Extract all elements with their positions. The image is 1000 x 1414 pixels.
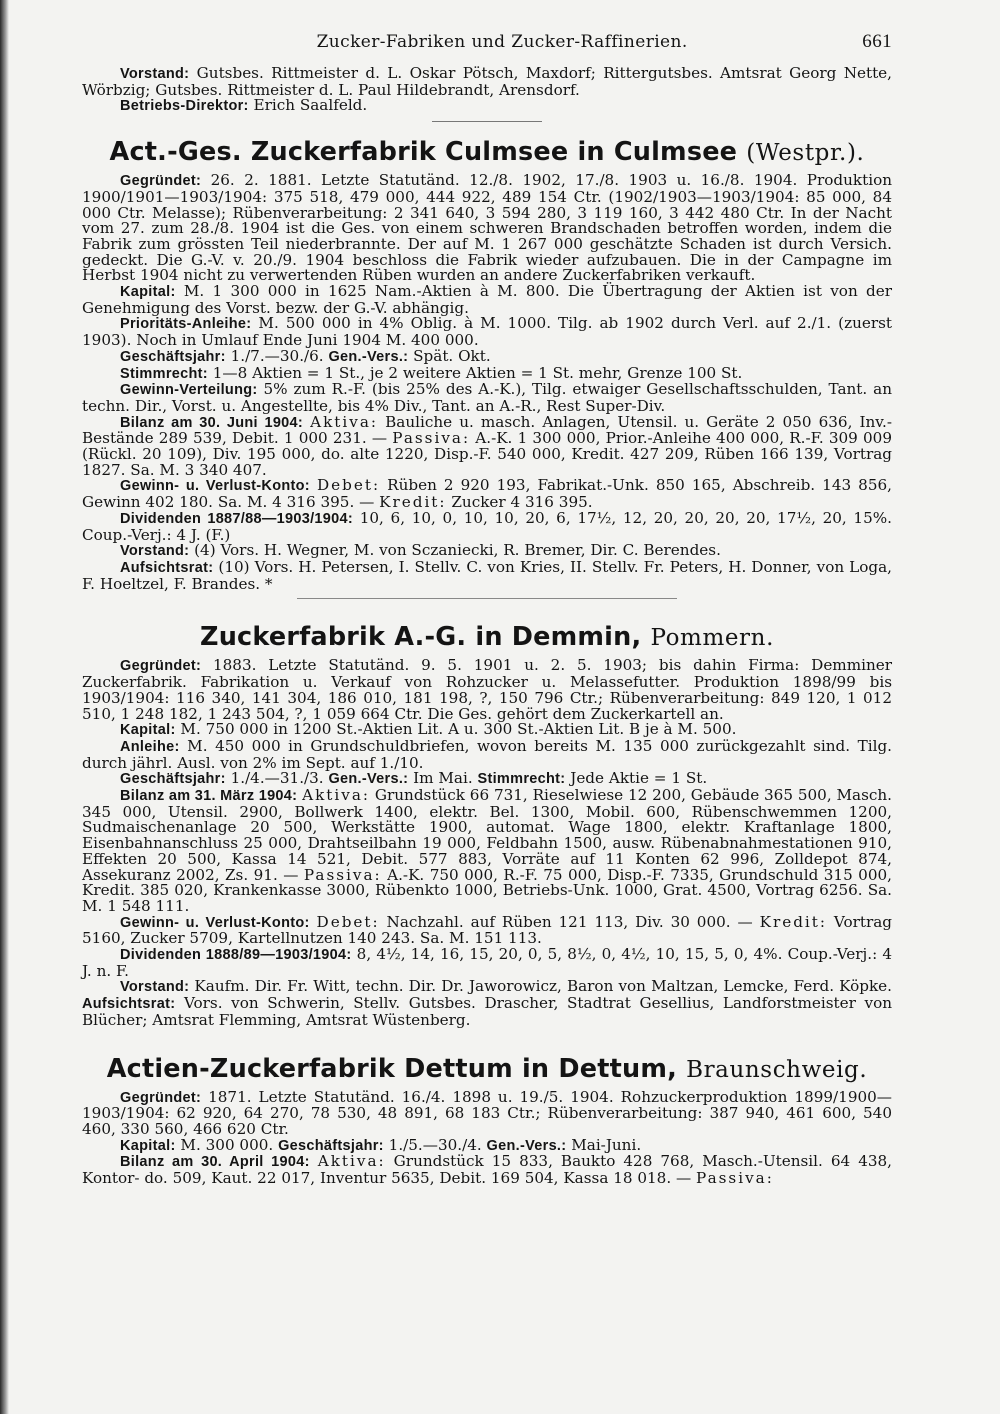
word-debet: Debet: <box>316 912 380 931</box>
title-region: Pommern. <box>650 625 774 652</box>
label-gegruendet: Gegründet: <box>120 658 202 675</box>
label-kapital: Kapital: <box>120 1137 176 1154</box>
word-kredit: Kredit: <box>379 493 447 512</box>
text-gewinn-verteilung: 5% zum R.-F. (bis 25% des A.-K.), Tilg. etwaiger Gesellschaftsschulden, Tant. an techn. Dir., Vorst. u. Angestellte, bis 4% Div., Tant. an A.-R., Rest Super-Div. <box>82 380 893 415</box>
separator-rule <box>297 598 677 599</box>
running-title: Zucker-Fabriken und Zucker-Raffinerien. <box>316 32 688 52</box>
text-gegruendet: 1871. Letzte Statutänd. 16./4. 1898 u. 19./5. 1904. Rohzuckerproduktion 1899/1900—1903/1904: 62 920, 64 270, 78 530, 48 891, 68 183 Ctr.; Rübenverarbeitung: 387 940, 461 600, 540 460, 330 560, 466 620 Ctr. <box>82 1087 892 1138</box>
text-betriebs-direktor: Erich Saalfeld. <box>253 96 368 115</box>
label-dividenden: Dividenden 1888/89—1903/1904: <box>120 947 352 964</box>
word-kredit: Kredit: <box>759 912 827 931</box>
label-stimmrecht: Stimmrecht: <box>477 771 566 788</box>
text-aktiva: Grundstück 66 731, Rieselwiese 12 200, Gebäude 365 500, Masch. 345 000, Utensil. 2900, Bollwerk 1400, elektr. Bel. 1300, Mobil. 600, Rübenschwemmen 1200, Sudmaischenanlage 20 500, Werkstätte 1900, automat. Wage 1800, elektr. Kraftanlage 1800, Eisenbahnanschluss 25 000, Drahtseilbahn 19 000, Feldbahn 1500, ausw. Rübenabnahmestationen 910, Effekten 20 500, Kassa 14 521, Debit. 577 883, Vorräte auf 11 Konten 62 996, Zolldepot 874, Assekuranz 2002, Zs. 91. — <box>82 786 893 884</box>
word-passiva: Passiva: <box>392 429 471 448</box>
text-stimmrecht: 1—8 Aktien = 1 St., je 2 weitere Aktien = 1 St. mehr, Grenze 100 St. <box>212 363 743 382</box>
text-kredit: Vortrag 5160, Zucker 5709, Kartellnutzen 140 243. Sa. M. 151 113. <box>82 912 893 948</box>
text-kapital: M. 300 000. <box>180 1135 274 1154</box>
text-gen-vers: Mai-Juni. <box>571 1135 642 1154</box>
text-dividenden: 8, 4½, 14, 16, 15, 20, 0, 5, 8½, 0, 4½, 10, 15, 5, 0, 4%. Coup.-Verj.: 4 J. n. F. <box>82 945 893 980</box>
title-main: Act.-Ges. Zuckerfabrik Culmsee in Culmsee <box>109 137 738 168</box>
label-kapital: Kapital: <box>120 284 176 301</box>
text-debet: Nachzahl. auf Rüben 121 113, Div. 30 000. — <box>386 912 753 931</box>
text-stimmrecht: Jede Aktie = 1 St. <box>570 769 708 788</box>
word-passiva: Passiva: <box>696 1169 774 1188</box>
text-kapital: M. 1 300 000 in 1625 Nam.-Aktien à M. 800. Die Übertragung der Aktien ist von der Genehmigung des Vorst. bezw. der G.-V. abhängig. <box>82 282 892 317</box>
text-kredit: Zucker 4 316 395. <box>451 493 593 512</box>
label-gewinn-verlust-konto: Gewinn- u. Verlust-Konto: <box>120 478 310 495</box>
label-gen-vers: Gen.-Vers.: <box>328 348 409 365</box>
label-vorstand: Vorstand: <box>120 979 190 996</box>
word-aktiva: Aktiva: <box>302 786 371 805</box>
text-geschaeftsjahr: 1./4.—31./3. <box>230 769 324 788</box>
text-debet: Rüben 2 920 193, Fabrikat.-Unk. 850 165, Abschreib. 143 856, Gewinn 402 180. Sa. M. 4 316 395. — <box>82 476 893 512</box>
text-gen-vers: Im Mai. <box>413 769 473 788</box>
text-prioritaets-anleihe: M. 500 000 in 4% Oblig. à M. 1000. Tilg. ab 1902 durch Verl. auf 2./1. (zuerst 1903). Noch in Umlauf Ende Juni 1904 M. 400 000. <box>82 314 893 350</box>
label-betriebs-direktor: Betriebs-Direktor: <box>120 98 249 115</box>
text-vorstand: (4) Vors. H. Wegner, M. von Sczaniecki, R. Bremer, Dir. C. Berendes. <box>194 541 721 560</box>
text-vorstand: Kaufm. Dir. Fr. Witt, techn. Dir. Dr. Jaworowicz, Baron von Maltzan, Lemcke, Ferd. Köpke. <box>194 977 892 996</box>
entry-title-dettum <box>82 1053 892 1086</box>
text-passiva: A.-K. 750 000, R.-F. 75 000, Disp.-F. 7335, Grundschuld 315 000, Kredit. 385 020, Krankenkasse 3000, Rübenkto 1000, Betriebs-Unk. 1000, Grat. 4500, Vortrag 6256. Sa. M. 1 548 111. <box>82 865 892 915</box>
label-gen-vers: Gen.-Vers.: <box>486 1137 567 1154</box>
entry-culmsee <box>82 173 892 592</box>
text-dividenden: 10, 6, 10, 0, 10, 10, 20, 6, 17½, 12, 20, 20, 20, 20, 17½, 20, 15%. Coup.-Verj.: 4 J. (F.) <box>82 508 893 544</box>
text-gen-vers: Spät. Okt. <box>413 346 491 365</box>
label-geschaeftsjahr: Geschäftsjahr: <box>120 348 226 365</box>
label-bilanz: Bilanz am 31. März 1904: <box>120 788 298 805</box>
running-header <box>82 26 892 58</box>
label-anleihe: Anleihe: <box>120 738 180 755</box>
text-gegruendet: 1883. Letzte Statutänd. 9. 5. 1901 u. 2. 5. 1903; bis dahin Firma: Demminer Zuckerfabrik. Fabrikation u. Verkauf von Rohzucker u. Melassefutter. Produktion 1898/99 bis 1903/1904: 116 340, 141 304, 186 010, 181 198, ?, 150 796 Ctr.; Rübenverarbeitung: 849 120, 1 012 510, 1 248 182, 1 243 504, ?, 1 059 664 Ctr. Die Ges. gehört dem Zuckerkartell an. <box>82 656 892 723</box>
label-prioritaets-anleihe: Prioritäts-Anleihe: <box>120 316 252 333</box>
entry-title-demmin <box>82 621 892 654</box>
page-number: 661 <box>862 31 892 52</box>
word-debet: Debet: <box>316 476 381 495</box>
label-gegruendet: Gegründet: <box>120 173 202 190</box>
label-vorstand: Vorstand: <box>120 66 190 82</box>
separator-rule <box>432 121 542 122</box>
label-gen-vers: Gen.-Vers.: <box>328 771 409 788</box>
text-vorstand: Gutsbes. Rittmeister d. L. Oskar Pötsch, Maxdorf; Rittergutsbes. Amtsrat Georg Nette, Wörbzig; Gutsbes. Rittmeister d. L. Paul Hildebrandt, Arensdorf. <box>82 64 892 99</box>
word-passiva: Passiva: <box>303 865 382 884</box>
title-region: Braunschweig. <box>686 1056 868 1083</box>
previous-entry-tail <box>82 66 892 115</box>
book-spine-shadow <box>0 0 9 1414</box>
label-dividenden: Dividenden 1887/88—1903/1904: <box>120 510 354 527</box>
label-gegruendet: Gegründet: <box>120 1089 202 1106</box>
entry-demmin <box>82 658 892 1028</box>
entry-title-culmsee <box>82 136 892 169</box>
text-aufsichtsrat: Vors. von Schwerin, Stellv. Gutsbes. Drascher, Stadtrat Gesellius, Landforstmeister von Blücher; Amtsrat Flemming, Amtsrat Wüstenberg. <box>82 994 892 1029</box>
text-kapital: M. 750 000 in 1200 St.-Aktien Lit. A u. 300 St.-Aktien Lit. B je à M. 500. <box>180 720 737 739</box>
label-bilanz: Bilanz am 30. April 1904: <box>120 1154 310 1171</box>
label-bilanz: Bilanz am 30. Juni 1904: <box>120 414 304 431</box>
text-geschaeftsjahr: 1./7.—30./6. <box>230 346 324 365</box>
text-gegruendet: 26. 2. 1881. Letzte Statutänd. 12./8. 1902, 17./8. 1903 u. 16./8. 1904. Produktion 1900/1901—1903/1904: 375 518, 479 000, 444 922, 489 154 Ctr. (1902/1903—1903/1904: 85 000, 84 000 Ctr. Melasse); Rübenverarbeitung: 2 341 640, 3 594 280, 3 119 160, 3 442 480 Ctr. In der Nacht vom 27. zum 28./8. 1904 ist die Ges. von einem schweren Brandschaden betroffen worden, indem die Fabrik zum grössten Teil niederbrannte. Der auf M. 1 267 000 geschätzte Schaden ist durch Versich. gedeckt. Die G.-V. v. 20./9. 1904 beschloss die Fabrik wieder aufzubauen. Die in der Campagne im Herbst 1904 nicht zu verwertenden Rüben wurden an andere Zuckerfabriken verkauft. <box>82 171 892 285</box>
text-anleihe: M. 450 000 in Grundschuldbriefen, wovon bereits M. 135 000 zurückgezahlt sind. Tilg. durch jährl. Ausl. von 2% im Sept. auf 1./10. <box>82 736 892 772</box>
label-kapital: Kapital: <box>120 722 176 739</box>
label-geschaeftsjahr: Geschäftsjahr: <box>120 771 226 788</box>
text-aktiva: Grundstück 15 833, Baukto 428 768, Masch.-Utensil. 64 438, Kontor- do. 509, Kaut. 22 017, Inventur 5635, Debit. 169 504, Kassa 18 018. — <box>82 1152 893 1188</box>
label-gewinn-verlust-konto: Gewinn- u. Verlust-Konto: <box>120 914 310 931</box>
word-aktiva: Aktiva: <box>310 412 379 431</box>
label-geschaeftsjahr: Geschäftsjahr: <box>278 1137 384 1154</box>
title-main: Actien-Zuckerfabrik Dettum in Dettum, <box>106 1053 677 1084</box>
title-main: Zuckerfabrik A.-G. in Demmin, <box>200 622 642 653</box>
label-stimmrecht: Stimmrecht: <box>120 365 208 382</box>
word-aktiva: Aktiva: <box>317 1152 386 1171</box>
text-aktiva: Bauliche u. masch. Anlagen, Utensil. u. Geräte 2 050 636, Inv.-Bestände 289 539, Debit. 1 000 231. — <box>82 412 893 448</box>
label-gewinn-verteilung: Gewinn-Verteilung: <box>120 382 258 399</box>
text-aufsichtsrat: (10) Vors. H. Petersen, I. Stellv. C. von Kries, II. Stellv. Fr. Peters, H. Donner, von Loga, F. Hoeltzel, F. Brandes. * <box>82 557 893 593</box>
entry-dettum <box>82 1087 893 1188</box>
title-region: (Westpr.). <box>746 140 865 167</box>
label-aufsichtsrat: Aufsichtsrat: <box>120 559 214 576</box>
text-geschaeftsjahr: 1./5.—30./4. <box>388 1135 482 1154</box>
label-vorstand: Vorstand: <box>120 543 190 560</box>
text-passiva: A.-K. 1 300 000, Prior.-Anleihe 400 000, R.-F. 309 009 (Rückl. 20 109), Div. 195 000, do. alte 1220, Disp.-F. 540 000, Kredit. 427 209, Rüben 166 139, Vortrag 1827. Sa. M. 3 340 407. <box>82 429 893 479</box>
label-aufsichtsrat: Aufsichtsrat: <box>82 996 176 1013</box>
